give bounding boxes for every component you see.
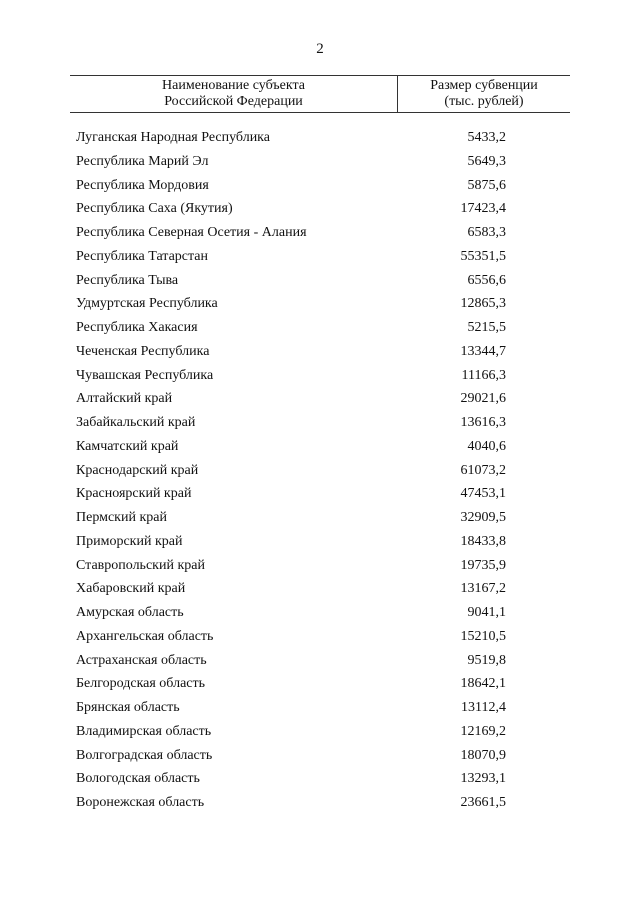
table-row: [0, 197, 640, 221]
region-name: Республика Мордовия: [76, 177, 209, 193]
region-name: Республика Тыва: [76, 272, 179, 288]
region-name: Луганская Народная Республика: [76, 130, 270, 145]
region-name: Хабаровский край: [76, 581, 186, 597]
subvention-amount: 47453,1: [460, 486, 506, 502]
table-row: [0, 340, 640, 364]
table-body: [0, 126, 640, 815]
table-row: [0, 174, 640, 198]
table-row: [0, 435, 640, 459]
table-row: [0, 316, 640, 340]
subvention-amount: 6556,6: [467, 272, 506, 288]
subvention-amount: 32909,5: [460, 510, 506, 525]
region-name: Республика Татарстан: [76, 248, 209, 264]
subvention-amount: 9519,8: [467, 652, 506, 668]
subvention-amount: 18433,8: [460, 533, 506, 549]
table-row: [0, 767, 640, 791]
subvention-amount: 5649,3: [467, 153, 506, 169]
region-name: Чеченская Республика: [76, 343, 210, 359]
header-amount-line2: (тыс. рублей): [444, 94, 524, 109]
header-region-name: [70, 76, 398, 112]
subvention-amount: 17423,4: [460, 201, 506, 217]
subvention-amount: 13112,4: [461, 700, 506, 715]
subvention-amount: 12169,2: [460, 723, 506, 739]
region-name: Воронежская область: [76, 795, 205, 810]
subvention-amount: 5433,2: [467, 130, 506, 145]
subvention-amount: 19735,9: [460, 557, 506, 573]
region-name: Ставропольский край: [76, 557, 205, 573]
table-row: [0, 387, 640, 411]
table-row: [0, 672, 640, 696]
region-name: Чувашская Республика: [76, 367, 214, 383]
header-region-name-line1: Наименование субъекта: [162, 78, 305, 93]
table-row: [0, 530, 640, 554]
subvention-amount: 18642,1: [460, 676, 506, 692]
region-name: Республика Марий Эл: [76, 153, 209, 169]
table-row: [0, 506, 640, 530]
header-region-name-line2: Российской Федерации: [164, 94, 303, 109]
region-name: Архангельская область: [76, 628, 214, 644]
subvention-amount: 55351,5: [460, 248, 506, 264]
subvention-amount: 13616,3: [460, 415, 506, 430]
table-row: [0, 625, 640, 649]
table-row: [0, 459, 640, 483]
region-name: Вологодская область: [76, 771, 200, 787]
region-name: Астраханская область: [76, 652, 207, 668]
table-row: [0, 269, 640, 293]
subvention-amount: 18070,9: [460, 747, 506, 763]
table-row: [0, 791, 640, 815]
header-amount-line1: Размер субвенции: [430, 78, 538, 93]
region-name: Камчатский край: [76, 438, 179, 454]
subvention-amount: 13344,7: [460, 343, 506, 359]
subvention-amount: 6583,3: [467, 225, 506, 240]
subvention-amount: 13293,1: [460, 771, 506, 787]
table-row: [0, 649, 640, 673]
region-name: Владимирская область: [76, 723, 212, 739]
table-row: [0, 696, 640, 720]
subvention-amount: 5215,5: [467, 320, 506, 335]
region-name: Амурская область: [76, 605, 184, 620]
header-subvention-amount: [398, 76, 570, 112]
region-name: Республика Саха (Якутия): [76, 201, 233, 217]
table-row: [0, 720, 640, 744]
table-row: [0, 601, 640, 625]
table-row: [0, 411, 640, 435]
table-header: [70, 75, 570, 113]
table-row: [0, 150, 640, 174]
table-row: [0, 554, 640, 578]
region-name: Приморский край: [76, 533, 183, 549]
region-name: Республика Северная Осетия - Алания: [76, 225, 307, 240]
table-row: [0, 126, 640, 150]
subvention-amount: 9041,1: [467, 605, 506, 620]
region-name: Волгоградская область: [76, 747, 213, 763]
table-row: [0, 221, 640, 245]
region-name: Краснодарский край: [76, 462, 199, 478]
subvention-amount: 29021,6: [460, 391, 506, 407]
table-row: [0, 364, 640, 388]
page-number: 2: [316, 41, 324, 57]
table-row: [0, 245, 640, 269]
subvention-amount: 4040,6: [467, 438, 506, 454]
region-name: Забайкальский край: [76, 415, 196, 430]
region-name: Брянская область: [76, 700, 180, 715]
table-row: [0, 577, 640, 601]
subvention-amount: 12865,3: [460, 296, 506, 312]
region-name: Удмуртская Республика: [76, 296, 218, 312]
subvention-amount: 5875,6: [467, 177, 506, 193]
region-name: Республика Хакасия: [76, 320, 198, 335]
subvention-amount: 11166,3: [461, 367, 506, 383]
subvention-amount: 15210,5: [460, 628, 506, 644]
region-name: Белгородская область: [76, 676, 206, 692]
table-row: [0, 744, 640, 768]
subvention-amount: 13167,2: [460, 581, 506, 597]
table-row: [0, 482, 640, 506]
region-name: Алтайский край: [76, 391, 173, 407]
subvention-amount: 23661,5: [460, 795, 506, 810]
subvention-amount: 61073,2: [460, 462, 506, 478]
table-row: [0, 292, 640, 316]
region-name: Пермский край: [76, 510, 167, 525]
region-name: Красноярский край: [76, 486, 192, 502]
